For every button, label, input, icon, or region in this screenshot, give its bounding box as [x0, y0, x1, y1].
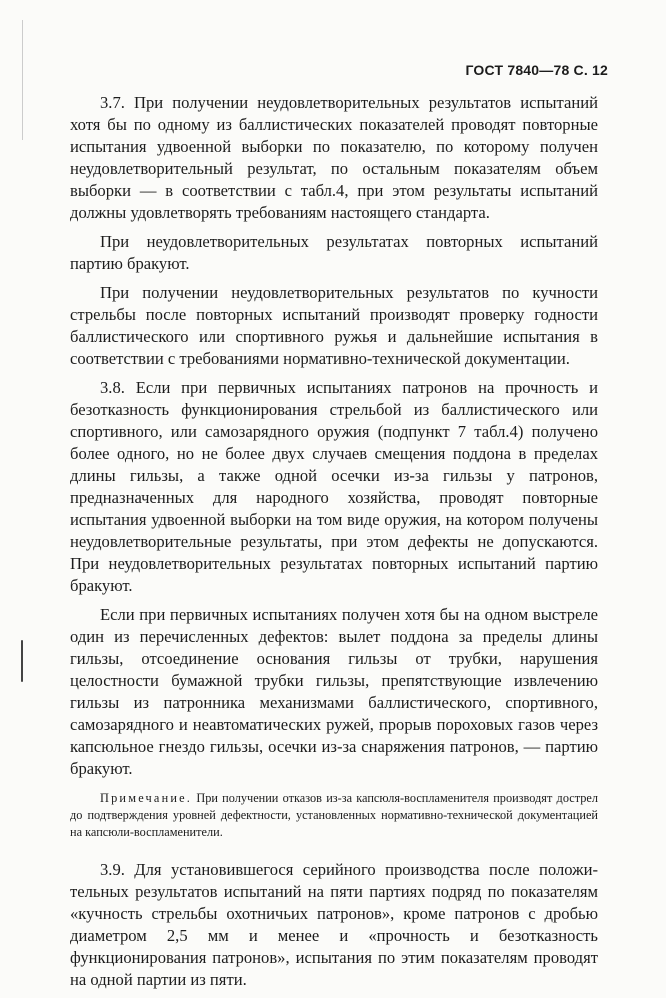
- page-header: ГОСТ 7840—78 С. 12: [465, 62, 608, 78]
- paragraph-3-9: 3.9. Для установившегося серийного производства после положительных результатов испытаний на пяти партиях подряд по показателям «кучность стрельбы охотничьих патронов», кроме патронов с дробью диаметром 2,5 мм и менее и «прочность и безотказность функционирования патронов», испытания по этим показателям проводят на одной партии из пяти.: [70, 860, 598, 989]
- paragraph-3-8: 3.8. Если при первичных испытаниях патронов на прочность и безотказность функционирования стрельбой из баллистического или спортивного, или самозарядного оружия (подпункт 7 табл.4) получено более одного, но не более двух случаев смещения поддона в пределах длины гильзы, а также одной осечки из-за гильзы у патронов, предназначенных для народного хозяйства, проводят повторные испытания удвоенной выборки на том виде оружия, на котором получены неудовлетворительные результаты, при этом дефекты не допускаются. При неудовлетворительных результатах повторных испытаний партию бракуют.: [70, 378, 598, 595]
- paragraph-accuracy: При получении неудовлетворительных результатов по кучности стрельбы после повторных испытаний производят проверку годности баллистического или спортивного ружья и дальнейшие испытания в соответствии с требованиями нормативно-технической документации.: [70, 283, 598, 368]
- margin-pen-mark: [21, 640, 23, 682]
- note-label: Примечание.: [100, 791, 193, 805]
- note-paragraph: [70, 790, 598, 841]
- document-body: [70, 92, 598, 998]
- paragraph-3-7: 3.7. При получении неудовлетворительных результатов испытаний хотя бы по одному из баллистических показателей проводят повторные испытания удвоенной выборки по показателю, по которому получен неудовлетворительный результат, по остальным показателям объем выборки — в соответствии с табл.4, при этом результаты испытаний должны удовлетворять требованиям настоящего стандарта.: [70, 93, 598, 222]
- paragraph-repeat-reject: При неудовлетворительных результатах повторных испытаний партию бракуют.: [70, 232, 598, 273]
- paragraph-defects: Если при первичных испытаниях получен хотя бы на одном выстреле один из перечисленных дефектов: вылет поддона за пределы длины гильзы, отсоединение основания гильзы от трубки, нарушения целостности бумажной трубки гильзы, препятствующие извлечению гильзы из патронника механизмами баллистического, спортивного, самозарядного и неавтоматических ружей, прорыв пороховых газов через капсюльное гнездо гильзы, осечки из-за снаряжения патронов, — партию бракуют.: [70, 605, 598, 778]
- scan-margin-line: [22, 20, 23, 140]
- note-text: При получении отказов из-за капсюля-воспламенителя производят дострел до подтверждения уровней дефектности, установленных нормативно-технической документацией на капсюли-воспламенители.: [70, 791, 598, 839]
